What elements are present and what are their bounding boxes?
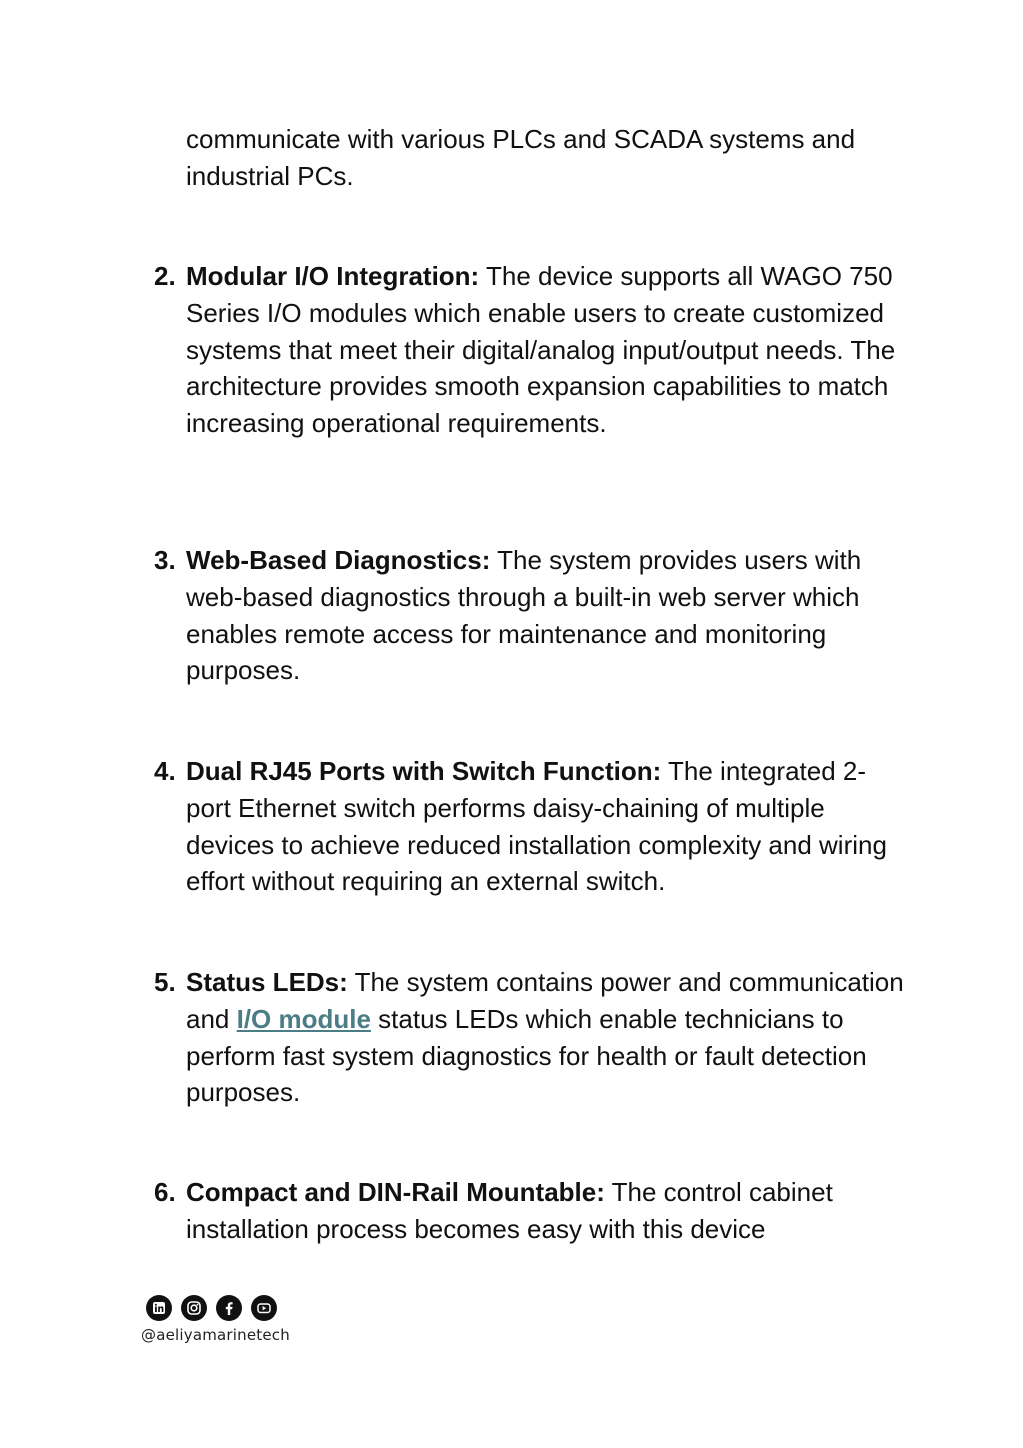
social-icons [146, 1295, 277, 1321]
linkedin-icon[interactable] [146, 1295, 172, 1321]
list-item-status-leds [154, 964, 906, 1111]
item-text: The system provides users with web-based diagnostics through a built-in web server which enables remote access for maintenance and monitoring purposes. [186, 545, 862, 686]
facebook-icon[interactable] [216, 1295, 242, 1321]
list-item-modular-io [154, 258, 906, 442]
item-title: Web-Based Diagnostics: [186, 545, 491, 575]
list-item-compact-din-rail [154, 1174, 906, 1248]
list-number: 3. [154, 545, 176, 575]
social-handle: @aeliyamarinetech [141, 1326, 290, 1344]
item-title: Dual RJ45 Ports with Switch Function: [186, 756, 662, 786]
intro-line-2: industrial PCs. [186, 160, 354, 191]
instagram-icon[interactable] [181, 1295, 207, 1321]
intro-line-1: communicate with various PLCs and SCADA systems and [186, 124, 856, 154]
io-module-link[interactable]: I/O module [236, 1003, 371, 1034]
item-text: The integrated 2-port Ethernet switch performs daisy-chaining of multiple devices to achieve reduced installation complexity and wiring effort without requiring an external switch. [186, 756, 887, 897]
item-title: Compact and DIN-Rail Mountable: [186, 1177, 605, 1207]
item-title: Modular I/O Integration: [186, 261, 480, 291]
list-item-dual-rj45 [154, 753, 906, 900]
item-text-before-link: The system contains power and communication and [186, 967, 904, 1034]
list-number: 6. [154, 1177, 176, 1207]
youtube-icon[interactable] [251, 1295, 277, 1321]
item-text: The device supports all WAGO 750 Series I/O modules which enable users to create customized systems that meet their digital/analog input/output needs. The architecture provides smooth expansion capabilities to match increasing operational requirements. [186, 261, 896, 439]
list-number: 2. [154, 261, 176, 291]
item-text-after-link: status LEDs which enable technicians to perform fast system diagnostics for health or fault detection purposes. [186, 1003, 867, 1108]
intro-paragraph [186, 121, 906, 195]
item-text: The control cabinet installation process becomes easy with this device [186, 1177, 833, 1244]
list-number: 5. [154, 967, 176, 997]
list-item-web-diagnostics [154, 542, 906, 689]
list-number: 4. [154, 756, 176, 786]
item-title: Status LEDs: [186, 967, 348, 997]
